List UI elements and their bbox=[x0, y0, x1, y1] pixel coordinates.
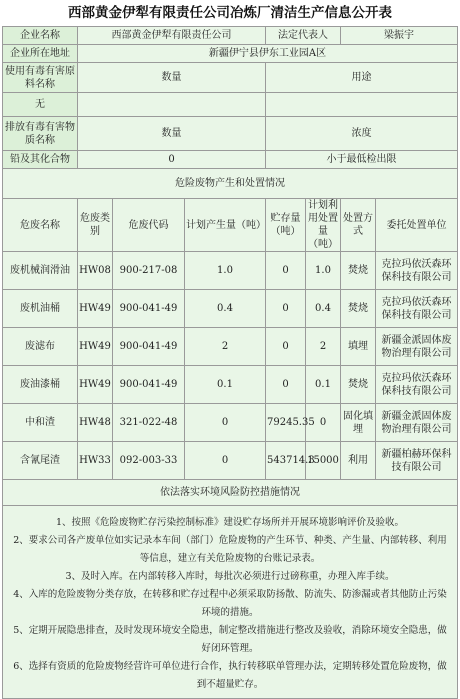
table-row bbox=[3, 290, 458, 328]
address-label: 企业所在地址 bbox=[3, 45, 78, 63]
emissions-conc-header: 浓度 bbox=[266, 117, 458, 151]
waste-stock: 0 bbox=[266, 252, 306, 290]
waste-entrusted: 克拉玛依沃森环保科技有限公司 bbox=[376, 366, 458, 404]
waste-entrusted: 新疆金派固体废物治理有限公司 bbox=[376, 328, 458, 366]
company-name-label: 企业名称 bbox=[3, 27, 78, 45]
waste-planned: 2 bbox=[185, 328, 266, 366]
waste-name: 中和渣 bbox=[3, 404, 78, 442]
waste-category: HW48 bbox=[78, 404, 113, 442]
waste-code: 900-217-08 bbox=[113, 252, 185, 290]
waste-planned-use: 15000 bbox=[306, 442, 341, 480]
col-header-entrusted: 委托处置单位 bbox=[376, 199, 458, 252]
waste-entrusted: 克拉玛依沃森环保科技有限公司 bbox=[376, 290, 458, 328]
company-row bbox=[3, 27, 458, 45]
legal-rep-label: 法定代表人 bbox=[266, 27, 341, 45]
emissions-conc: 小于最低检出限 bbox=[266, 151, 458, 169]
raw-materials-name: 无 bbox=[3, 93, 78, 117]
waste-entrusted: 克拉玛依沃森环保科技有限公司 bbox=[376, 252, 458, 290]
emissions-qty-header: 数量 bbox=[78, 117, 266, 151]
waste-stock: 0 bbox=[266, 290, 306, 328]
risk-item: 1、按照《危险废物贮存污染控制标准》建设贮存场所并开展环境影响评价及验收。 bbox=[55, 517, 405, 528]
waste-stock: 0 bbox=[266, 328, 306, 366]
waste-method: 焚烧 bbox=[341, 290, 376, 328]
waste-code: 900-041-49 bbox=[113, 366, 185, 404]
waste-name: 含氰尾渣 bbox=[3, 442, 78, 480]
col-header-stock: 贮存量（吨） bbox=[266, 199, 306, 252]
waste-name: 废机械润滑油 bbox=[3, 252, 78, 290]
raw-materials-qty-header: 数量 bbox=[78, 63, 266, 93]
waste-stock: 0 bbox=[266, 366, 306, 404]
waste-method: 填埋 bbox=[341, 328, 376, 366]
col-header-category: 危废类别 bbox=[78, 199, 113, 252]
risk-section-title: 依法落实环境风险防控措施情况 bbox=[3, 480, 458, 506]
table-row bbox=[3, 252, 458, 290]
waste-planned-use: 2 bbox=[306, 328, 341, 366]
table-row bbox=[3, 366, 458, 404]
waste-code: 321-022-48 bbox=[113, 404, 185, 442]
hazardous-section-row bbox=[3, 169, 458, 199]
raw-materials-header-row bbox=[3, 63, 458, 93]
hazardous-section-title: 危险废物产生和处置情况 bbox=[3, 169, 458, 199]
col-header-planned-use: 计划利用处置量（吨） bbox=[306, 199, 341, 252]
emissions-name: 铅及其化合物 bbox=[3, 151, 78, 169]
table-row bbox=[3, 442, 458, 480]
risk-notes-row bbox=[3, 506, 458, 699]
col-header-code: 危废代码 bbox=[113, 199, 185, 252]
risk-item: 4、入库的危险废物分类存放，在转移和贮存过程中必须采取防扬散、防流失、防渗漏或者其他防止污染环境的措施。 bbox=[13, 589, 447, 618]
raw-materials-label: 使用有毒有害原料名称 bbox=[3, 63, 78, 93]
waste-code: 900-041-49 bbox=[113, 290, 185, 328]
waste-category: HW49 bbox=[78, 328, 113, 366]
waste-category: HW33 bbox=[78, 442, 113, 480]
risk-item: 5、定期开展隐患排查，及时发现环境安全隐患，制定整改措施进行整改及验收，消除环境安全隐患，做好闭环管理。 bbox=[13, 625, 447, 654]
waste-method: 焚烧 bbox=[341, 252, 376, 290]
waste-planned: 0 bbox=[185, 442, 266, 480]
waste-method: 焚烧 bbox=[341, 366, 376, 404]
waste-planned-use: 0.4 bbox=[306, 290, 341, 328]
address-value: 新疆伊宁县伊东工业园A区 bbox=[78, 45, 458, 63]
risk-item: 2、要求公司各产废单位如实记录本车间（部门）危险废物的产生环节、种类、产生量、内部转移、利用等信息，建立有关危险废物的台账记录表。 bbox=[13, 535, 447, 564]
table-row bbox=[3, 404, 458, 442]
waste-category: HW49 bbox=[78, 290, 113, 328]
col-header-method: 处置方式 bbox=[341, 199, 376, 252]
raw-materials-row bbox=[3, 93, 458, 117]
raw-materials-qty bbox=[78, 93, 266, 117]
waste-name: 废滤布 bbox=[3, 328, 78, 366]
hazardous-header-row bbox=[3, 199, 458, 252]
risk-item: 6、选择有资质的危险废物经营许可单位进行合作，执行转移联单管理办法，定期转移处置危险废物，做到不超量贮存。 bbox=[13, 661, 447, 690]
waste-planned: 0 bbox=[185, 404, 266, 442]
waste-name: 废油漆桶 bbox=[3, 366, 78, 404]
waste-entrusted: 新疆金派固体废物治理有限公司 bbox=[376, 404, 458, 442]
col-header-name: 危废名称 bbox=[3, 199, 78, 252]
waste-code: 092-003-33 bbox=[113, 442, 185, 480]
waste-category: HW08 bbox=[78, 252, 113, 290]
waste-method: 利用 bbox=[341, 442, 376, 480]
table-row bbox=[3, 328, 458, 366]
address-row bbox=[3, 45, 458, 63]
page-title: 西部黄金伊犁有限责任公司冶炼厂清洁生产信息公开表 bbox=[68, 5, 392, 21]
company-name-value: 西部黄金伊犁有限责任公司 bbox=[78, 27, 266, 45]
legal-rep-value: 梁振宇 bbox=[341, 27, 458, 45]
waste-planned-use: 1.0 bbox=[306, 252, 341, 290]
waste-stock: 79245.35 bbox=[266, 404, 306, 442]
waste-planned-use: 0 bbox=[306, 404, 341, 442]
waste-name: 废机油桶 bbox=[3, 290, 78, 328]
emissions-row bbox=[3, 151, 458, 169]
waste-code: 900-041-49 bbox=[113, 328, 185, 366]
raw-materials-use bbox=[266, 93, 458, 117]
waste-category: HW49 bbox=[78, 366, 113, 404]
emissions-header-row bbox=[3, 117, 458, 151]
waste-planned: 0.4 bbox=[185, 290, 266, 328]
risk-section-row bbox=[3, 480, 458, 506]
waste-stock: 543714.3 bbox=[266, 442, 306, 480]
raw-materials-use-header: 用途 bbox=[266, 63, 458, 93]
risk-notes bbox=[3, 506, 458, 699]
waste-planned: 0.1 bbox=[185, 366, 266, 404]
risk-item: 3、及时入库。在内部转移入库时，每批次必须进行过磅称重，办理入库手续。 bbox=[65, 571, 395, 582]
emissions-label: 排放有毒有害物质名称 bbox=[3, 117, 78, 151]
col-header-planned: 计划产生量（吨） bbox=[185, 199, 266, 252]
disclosure-table bbox=[2, 26, 458, 699]
waste-method: 固化填埋 bbox=[341, 404, 376, 442]
waste-planned: 1.0 bbox=[185, 252, 266, 290]
waste-entrusted: 新疆柏赫环保科技有限公司 bbox=[376, 442, 458, 480]
emissions-qty: 0 bbox=[78, 151, 266, 169]
waste-planned-use: 0.1 bbox=[306, 366, 341, 404]
